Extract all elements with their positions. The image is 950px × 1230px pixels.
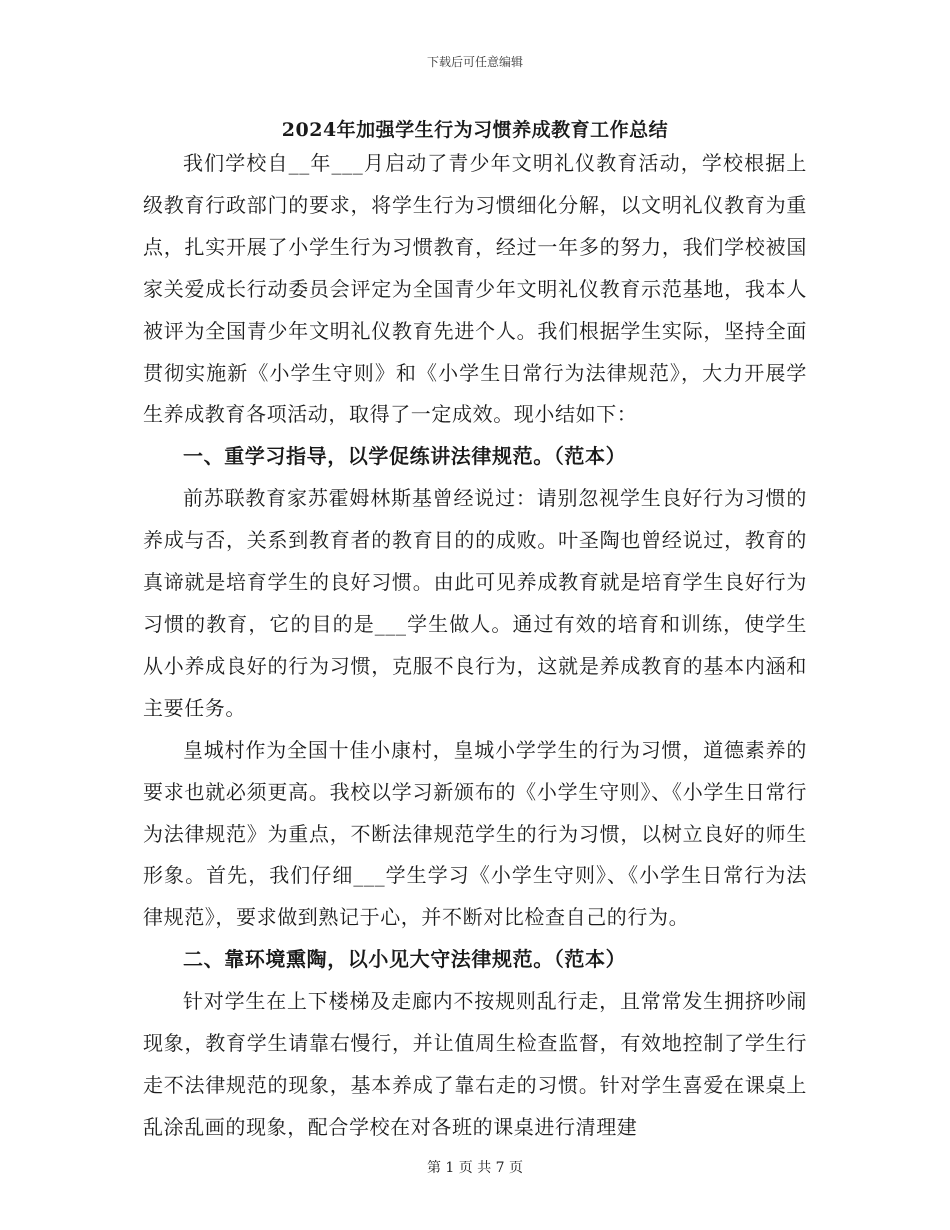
paragraph-section1-a: 前苏联教育家苏霍姆林斯基曾经说过：请别忽视学生良好行为习惯的养成与否，关系到教育者的教育目的的成败。叶圣陶也曾经说过，教育的真谛就是培育学生的良好习惯。由此可见养成教育就是培育学生良好行为习惯的教育，它的目的是___学生做人。通过有效的培育和训练，使学生从小养成良好的行为习惯，克服不良行为，这就是养成教育的基本内涵和主要任务。 <box>143 486 807 720</box>
paragraph-section1-b: 皇城村作为全国十佳小康村，皇城小学学生的行为习惯，道德素养的要求也就必须更高。我校以学习新颁布的《小学生守则》、《小学生日常行为法律规范》为重点，不断法律规范学生的行为习惯，以树立良好的师生形象。首先，我们仔细___学生学习《小学生守则》、《小学生日常行为法律规范》，要求做到熟记于心，并不断对比检查自己的行为。 <box>143 737 807 930</box>
page-number: 第 1 页 共 7 页 <box>426 1160 524 1176</box>
paragraph-intro: 我们学校自__年___月启动了青少年文明礼仪教育活动，学校根据上级教育行政部门的要求，将学生行为习惯细化分解，以文明礼仪教育为重点，扎实开展了小学生行为习惯教育，经过一年多的努力，我们学校被国家关爱成长行动委员会评定为全国青少年文明礼仪教育示范基地，我本人被评为全国青少年文明礼仪教育先进个人。我们根据学生实际，坚持全面贯彻实施新《小学生守则》和《小学生日常行为法律规范》，大力开展学生养成教育各项活动，取得了一定成效。现小结如下： <box>143 151 807 427</box>
section-heading-1: 一、重学习指导，以学促练讲法律规范。（范本） <box>183 444 627 469</box>
section-heading-2: 二、靠环境熏陶，以小见大守法律规范。（范本） <box>183 947 627 972</box>
paragraph-section2-a: 针对学生在上下楼梯及走廊内不按规则乱行走，且常常发生拥挤吵闹现象，教育学生请靠右慢行，并让值周生检查监督，有效地控制了学生行走不法律规范的现象，基本养成了靠右走的习惯。针对学生喜爱在课桌上乱涂乱画的现象，配合学校在对各班的课桌进行清理建 <box>143 989 807 1139</box>
document-title: 2024年加强学生行为习惯养成教育工作总结 <box>281 119 669 141</box>
document-body <box>143 143 807 1149</box>
header-note: 下载后可任意编辑 <box>426 55 523 69</box>
